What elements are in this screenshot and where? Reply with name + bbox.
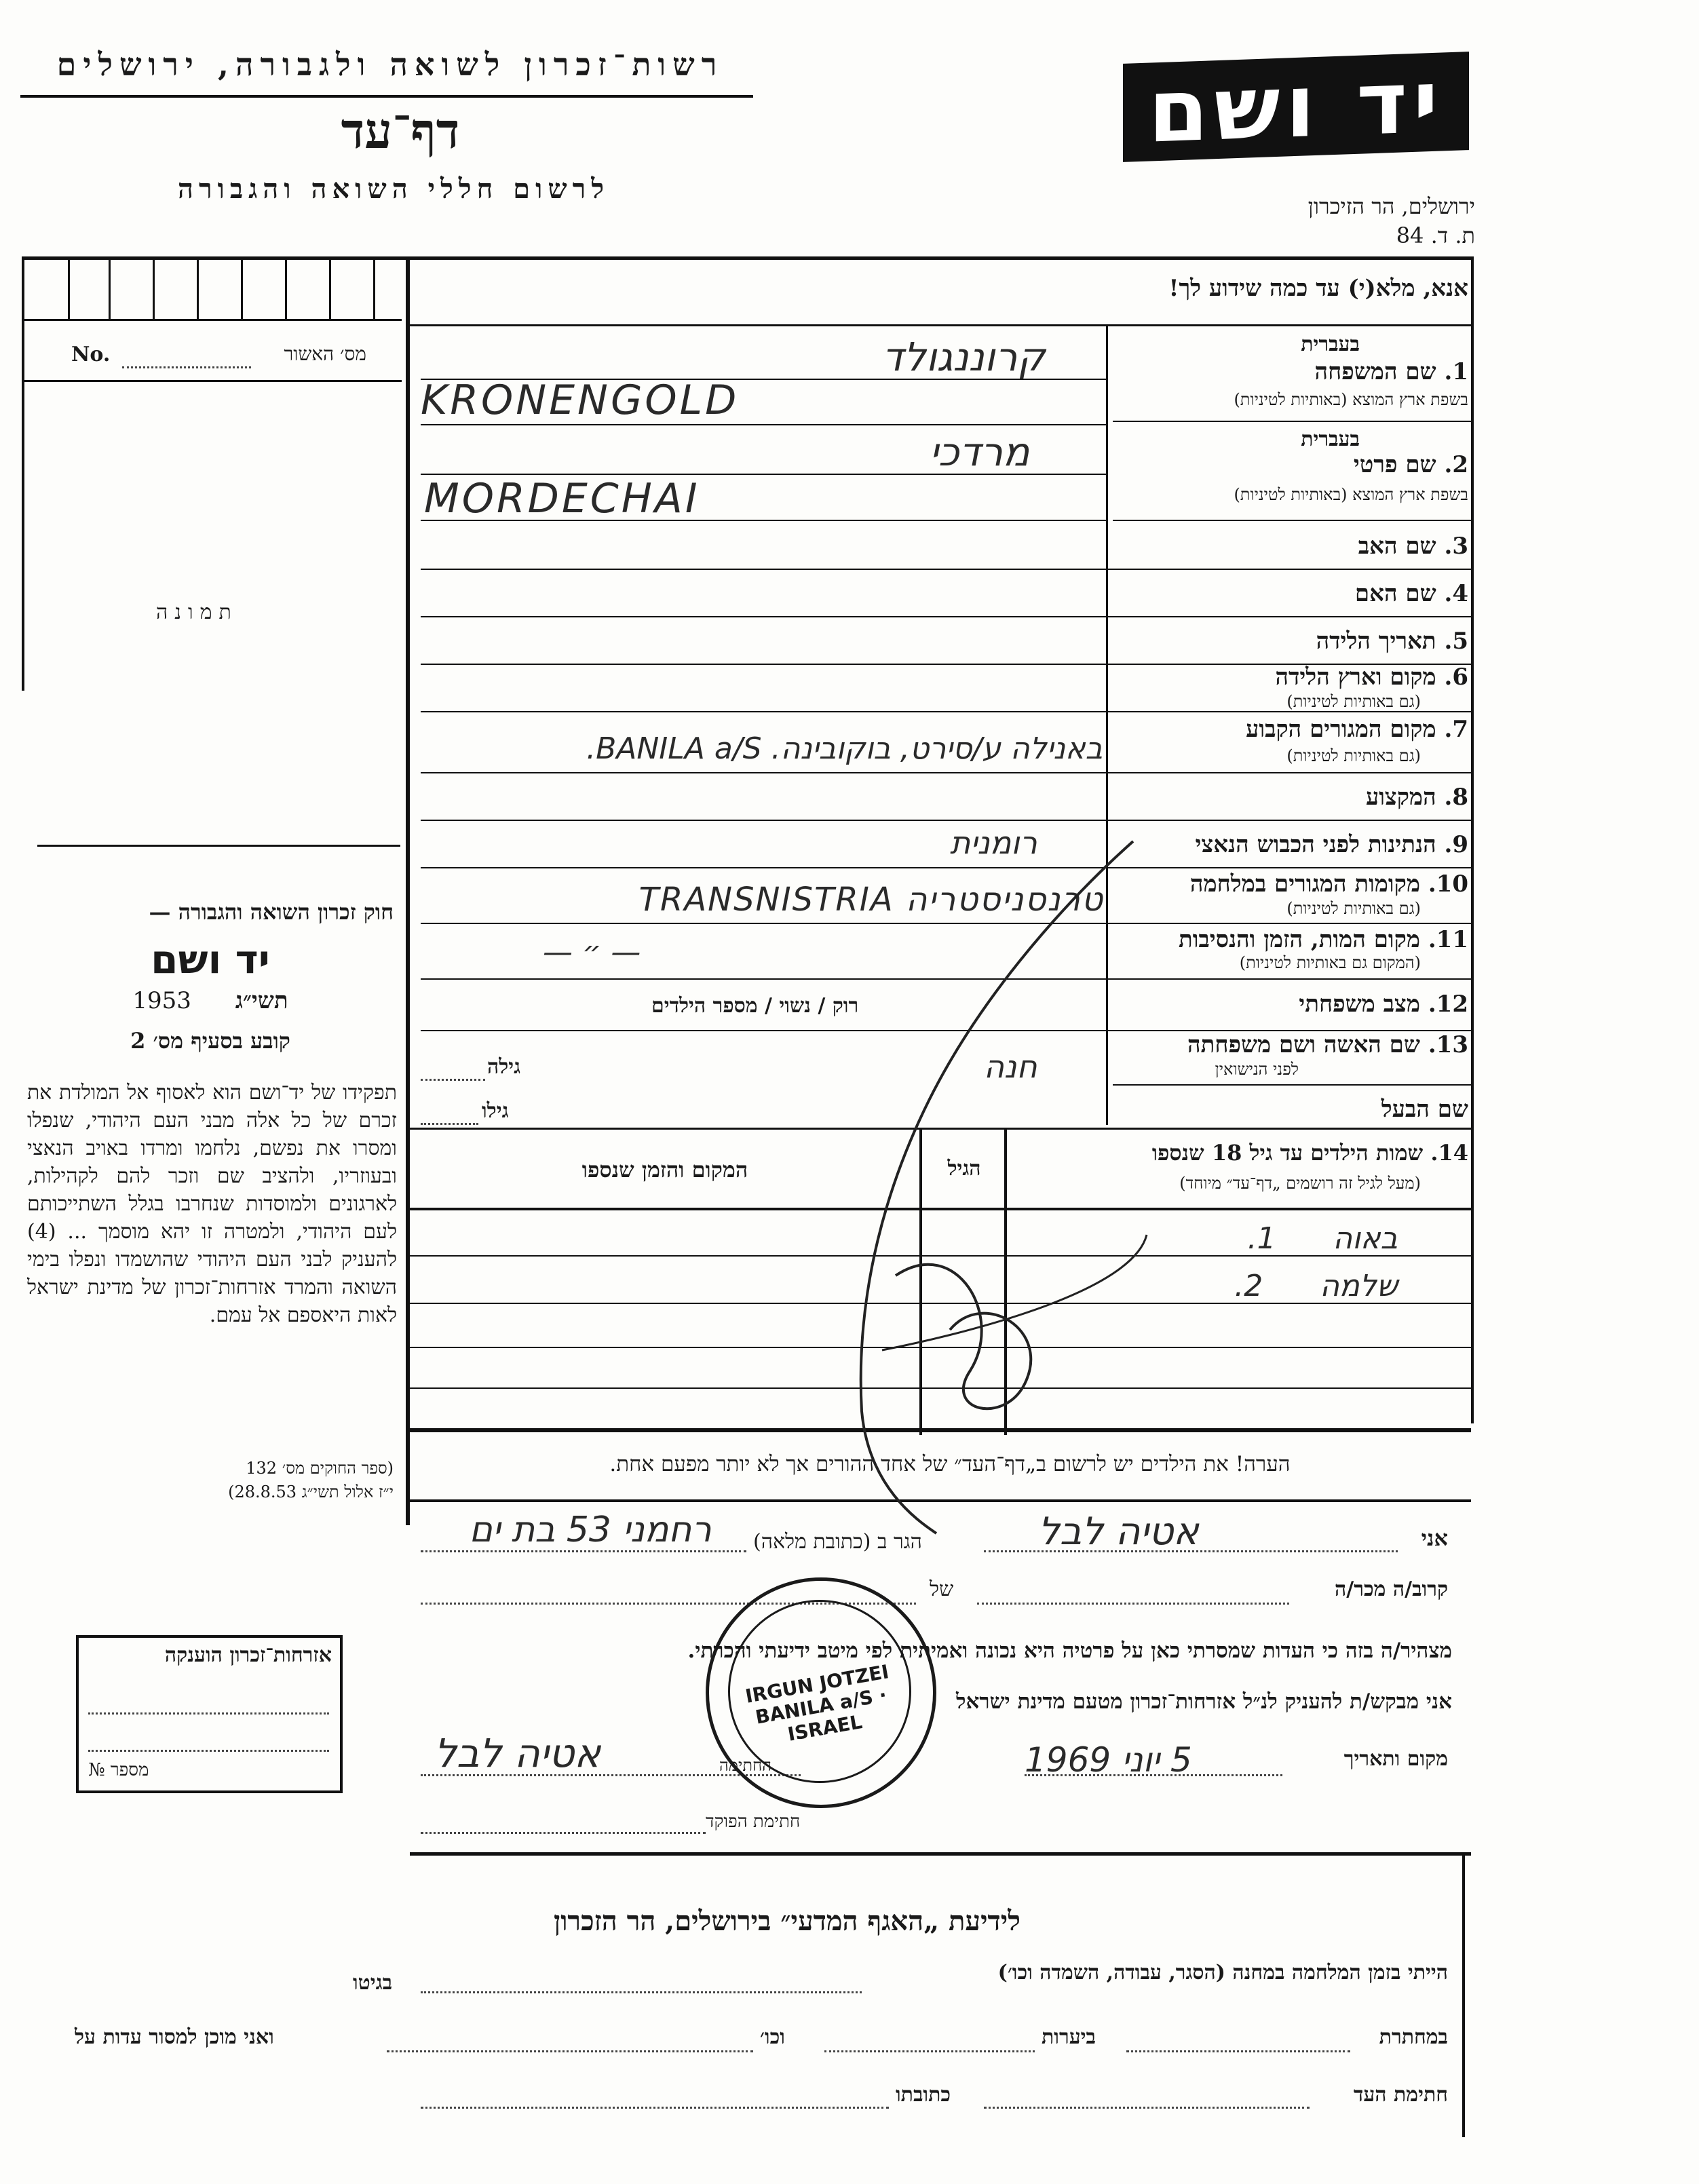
footer-line3-b: כתובתו — [896, 2083, 951, 2107]
field-12-num: 12. — [1428, 991, 1468, 1018]
field-12-label-text: מצב משפחתי — [1299, 991, 1420, 1018]
decl-request: אני מבקש/ת להעניק לנ״ל אזרחות־זכרון מטעם מדינת ישראל — [955, 1689, 1452, 1714]
field-5-label-text: תאריך הלידה — [1316, 628, 1436, 655]
approval-rule — [22, 380, 402, 382]
law-section: קובע בסעיף מס׳ 2 — [130, 1028, 290, 1054]
field-13-label — [1187, 1031, 1468, 1058]
citizenship-line[interactable] — [88, 1712, 329, 1714]
citizenship-box — [76, 1635, 343, 1793]
law-text: תפקידו של יד־ושם הוא לאסוף אל המולדת את זכרם של כל אלה מבני העם היהודי, שנפלו ומסרו את נפשם, נלחמו ומרדו באויב הנאצי ובעוזריו, ולהציב שם וזכר להם לקהילות, לארגונים ולמוסדות שנחרבו בגלל השתייכותם לעם היהודי, ולמטרה זו יהא מוסמך ... (4) להעניק לבני העם היהודי שהושמדו ונפלו בימי השואה והמרד אזרחות־זכרון של מדינת ישראל לאות היאספם אל עמם. — [27, 1081, 397, 1327]
field-1-hebrew-tag: בעברית — [1301, 332, 1360, 356]
field-7-label — [1246, 716, 1468, 743]
decl-address[interactable]: רחמני 53 בת ים — [469, 1510, 712, 1550]
grid-line — [241, 256, 243, 319]
citizenship-box-number: מספר № — [88, 1760, 149, 1780]
field-7-num: 7. — [1444, 716, 1468, 743]
law-name: יד ושם — [151, 936, 270, 982]
field-8-num: 8. — [1444, 784, 1468, 811]
approval-field[interactable] — [122, 366, 251, 368]
form-title: דף־עד — [341, 102, 460, 159]
field-10-label — [1190, 870, 1468, 898]
row-rule — [421, 772, 1471, 773]
footer-line2-d: ואני מוכן למסור עדות על — [75, 2025, 274, 2049]
po-box: ת. ד. 84 — [1396, 223, 1475, 248]
yad-vashem-logo — [1123, 52, 1469, 162]
field-2-sub: בשפת ארץ המוצא (באותיות לטיניות) — [1234, 485, 1468, 504]
field-11-value[interactable]: — ״ — — [543, 935, 641, 970]
field-7-sub: (גם באותיות לטיניות) — [1286, 746, 1421, 765]
field-5-num: 5. — [1444, 628, 1468, 655]
field-10-sub: (גם באותיות לטיניות) — [1286, 899, 1421, 918]
field-4-label — [1355, 580, 1468, 607]
field-11-sub: (המקום גם באותיות לטיניות) — [1239, 953, 1421, 972]
row-rule — [1113, 520, 1471, 521]
grid-line — [109, 256, 111, 319]
field-2-label — [1354, 451, 1468, 478]
field-5-label — [1316, 628, 1468, 655]
field-8-label — [1366, 784, 1468, 811]
organization-stamp — [706, 1577, 936, 1808]
field-13-label-text: שם האשה ושם משפחתה — [1187, 1031, 1420, 1058]
footer-line1-field[interactable] — [421, 1991, 862, 1993]
field-11-label-text: מקום המות, הזמן והנסיבות — [1178, 926, 1420, 953]
field-1-label — [1315, 358, 1468, 385]
field-12-label — [1299, 991, 1468, 1018]
field-2-num: 2. — [1444, 451, 1468, 478]
field-2-label-text: שם פרטי — [1353, 451, 1436, 478]
decl-signature-label: החתימה — [719, 1756, 771, 1775]
footer-line2-b: ביערות — [1042, 2025, 1096, 2049]
field-2-value-heb[interactable]: מרדכי — [930, 429, 1030, 475]
law-ref-1: (ספר החוקים מס׳ 132 — [246, 1459, 394, 1478]
children-col-place: המקום והזמן שנספו — [581, 1157, 748, 1183]
law-ref-2: י״ז אלול תשי״ג 28.8.53) — [228, 1482, 394, 1501]
grid-line — [329, 256, 331, 319]
child-2-idx: 2. — [1234, 1269, 1263, 1303]
main-left-border — [406, 256, 410, 1525]
logo-text: יד ושם — [1148, 51, 1444, 163]
child-1-idx: 1. — [1247, 1221, 1276, 1256]
field-1-sub: בשפת ארץ המוצא (באותיות לטיניות) — [1234, 390, 1468, 409]
grid-line — [285, 256, 287, 319]
field-6-label-text: מקום וארץ הלידה — [1275, 664, 1436, 691]
field-6-sub: (גם באותיות לטיניות) — [1286, 692, 1421, 711]
footer-line3-field-a[interactable] — [984, 2107, 1310, 2109]
left-panel-border — [22, 256, 24, 691]
grid-line — [68, 256, 70, 319]
address-line: ירושלים, הר הזיכרון — [1307, 193, 1475, 219]
row-rule — [421, 424, 1106, 425]
decl-signature[interactable]: אטיה לבל — [434, 1730, 601, 1776]
footer-line2-c: וכו׳ — [760, 2025, 785, 2049]
field-9-num: 9. — [1444, 831, 1468, 858]
field-9-label-text: הנתינות לפני הכבוש הנאצי — [1195, 831, 1436, 858]
husband-label: שם הבעל — [1381, 1096, 1468, 1123]
field-2-value-lat[interactable]: MORDECHAI — [424, 475, 700, 522]
row-rule — [1113, 1084, 1471, 1086]
field-1-num: 1. — [1444, 358, 1468, 385]
law-year-heb: תשי״ג — [235, 987, 288, 1014]
field-3-num: 3. — [1444, 533, 1468, 560]
note: הערה! את הילדים יש לרשום ב„דף־העד״ של אחד ההורים אך לא יותר מפעם אחת. — [609, 1452, 1291, 1476]
citizenship-box-title: אזרחות־זכרון הוענקה — [164, 1643, 332, 1667]
grid-line — [22, 319, 402, 321]
footer-line2-field-a[interactable] — [1126, 2050, 1350, 2052]
field-1-value-heb[interactable]: קרוננגולד — [882, 334, 1046, 380]
org-underline — [20, 95, 753, 98]
footer-line1-a: הייתי בזמן המלחמה במחנה (הסגר, עבודה, השמדה וכו׳) — [997, 1961, 1448, 1985]
field-8-label-text: המקצוע — [1365, 784, 1436, 811]
law-title: חוק זכרון השואה והגבורה — — [149, 899, 394, 925]
row-rule — [1113, 421, 1471, 422]
children-sub: (מעל לגיל זה רושמים „דף־עד״ מיוחד) — [1179, 1174, 1421, 1193]
field-13-sub: לפני הנישואין — [1215, 1060, 1299, 1079]
decl-relative-label: קרוב/ה מכר/ה — [1335, 1577, 1448, 1601]
field-11-label — [1179, 926, 1468, 953]
field-2-hebrew-tag: בעברית — [1301, 427, 1360, 451]
footer-title: לידיעת „האגף המדעי״ בירושלים, הר הזכרון — [554, 1905, 1020, 1937]
field-4-label-text: שם האם — [1354, 580, 1436, 607]
field-10-num: 10. — [1428, 870, 1468, 898]
footer-line1-b: בגיטו — [353, 1971, 393, 1995]
children-num: 14. — [1430, 1140, 1468, 1166]
field-6-num: 6. — [1444, 664, 1468, 691]
field-3-label-text: שם האב — [1358, 533, 1436, 560]
form-subtitle: לרשום חללי השואה והגבורה — [177, 173, 610, 205]
decl-i-label: אני — [1421, 1525, 1448, 1551]
decl-date[interactable]: 5 יוני 1969 — [1025, 1740, 1192, 1780]
field-13-num: 13. — [1428, 1031, 1468, 1058]
field-6-label — [1275, 664, 1468, 691]
decl-name[interactable]: אטיה לבל — [1038, 1510, 1199, 1554]
decl-relative-field[interactable] — [977, 1603, 1289, 1605]
top-rule — [22, 256, 1474, 260]
children-col-age: הגיל — [947, 1157, 981, 1181]
row-rule — [421, 569, 1471, 570]
decl-place-date-label: מקום ותאריך — [1343, 1747, 1448, 1771]
official-sig-line[interactable] — [421, 1832, 706, 1834]
field-1-label-text: שם המשפחה — [1314, 358, 1436, 385]
field-3-label — [1358, 533, 1468, 560]
org-line: רשות־זכרון לשואה ולגבורה, ירושלים — [56, 46, 724, 83]
stamp-text: IRGUN JOTZEI BANILA a/S · ISRAEL — [743, 1660, 891, 1746]
field-9-value[interactable]: רומנית — [950, 824, 1037, 861]
decl-statement: מצהיר/ה בזה כי העדות שמסרתי כאן על פרטיה היא נכונה ואמיתית לפי מיטב ידיעתי והכרתי. — [687, 1639, 1452, 1663]
approval-no: No. — [71, 343, 111, 366]
official-sig-label: חתימת הפוקד — [706, 1812, 801, 1832]
field-11-num: 11. — [1428, 926, 1468, 953]
citizenship-line[interactable] — [88, 1750, 329, 1752]
instructions: אנא, מלא(י) עד כמה שידוע לך! — [1168, 275, 1468, 302]
decl-address-line — [421, 1550, 746, 1552]
field-12-options[interactable]: רוק / נשוי / מספר הילדים — [651, 994, 859, 1018]
footer-line2-a: במחתרת — [1379, 2025, 1448, 2049]
instructions-rule — [407, 324, 1472, 326]
field-13-value[interactable]: חנה — [984, 1048, 1037, 1085]
footer-line3-a: חתימת העד — [1353, 2083, 1448, 2107]
children-label-text: שמות הילדים עד גיל 18 שנספו — [1151, 1140, 1424, 1166]
child-1-name: באוה — [1333, 1221, 1398, 1256]
field-13-age-label: גילה — [487, 1055, 521, 1079]
grid-line — [373, 256, 375, 319]
photo-label: תמונה — [156, 600, 238, 624]
children-label — [1152, 1140, 1468, 1166]
right-border — [1471, 256, 1474, 1423]
law-year-row — [27, 987, 394, 1014]
field-4-num: 4. — [1444, 580, 1468, 607]
field-7-value[interactable]: באנילה ע/סירט, בוקובינה. BANILA a/S. — [586, 731, 1103, 766]
husband-age-label: גילו — [482, 1099, 509, 1123]
grid-line — [197, 256, 199, 319]
signature-scribble — [780, 814, 1160, 1560]
decl-resident-label: הגר ב (כתובת מלאה) — [753, 1530, 922, 1554]
decl-of-label: של — [930, 1577, 954, 1601]
field-10-label-text: מקומות המגורים במלחמה — [1189, 870, 1420, 898]
footer-line2-field-c[interactable] — [387, 2050, 753, 2052]
grid-line — [153, 256, 155, 319]
law-year: 1953 — [132, 987, 191, 1014]
child-2-name: שלמה — [1320, 1269, 1398, 1303]
footer-line3-field-b[interactable] — [421, 2107, 889, 2109]
photo-rule — [37, 845, 400, 847]
right-border-lower — [1462, 1852, 1465, 2137]
field-7-label-text: מקום המגורים הקבוע — [1246, 716, 1436, 743]
row-rule — [421, 616, 1471, 617]
field-9-label — [1196, 831, 1469, 858]
field-1-value-lat[interactable]: KRONENGOLD — [421, 377, 740, 424]
husband-age[interactable] — [421, 1123, 478, 1125]
field-10-value[interactable]: טרנסניסטריה TRANSNISTRIA — [638, 881, 1104, 919]
approval-label: מס׳ האשור — [284, 343, 366, 365]
declaration-rule — [410, 1852, 1471, 1856]
field-13-age[interactable] — [421, 1079, 485, 1081]
footer-line2-field-b[interactable] — [824, 2050, 1035, 2052]
